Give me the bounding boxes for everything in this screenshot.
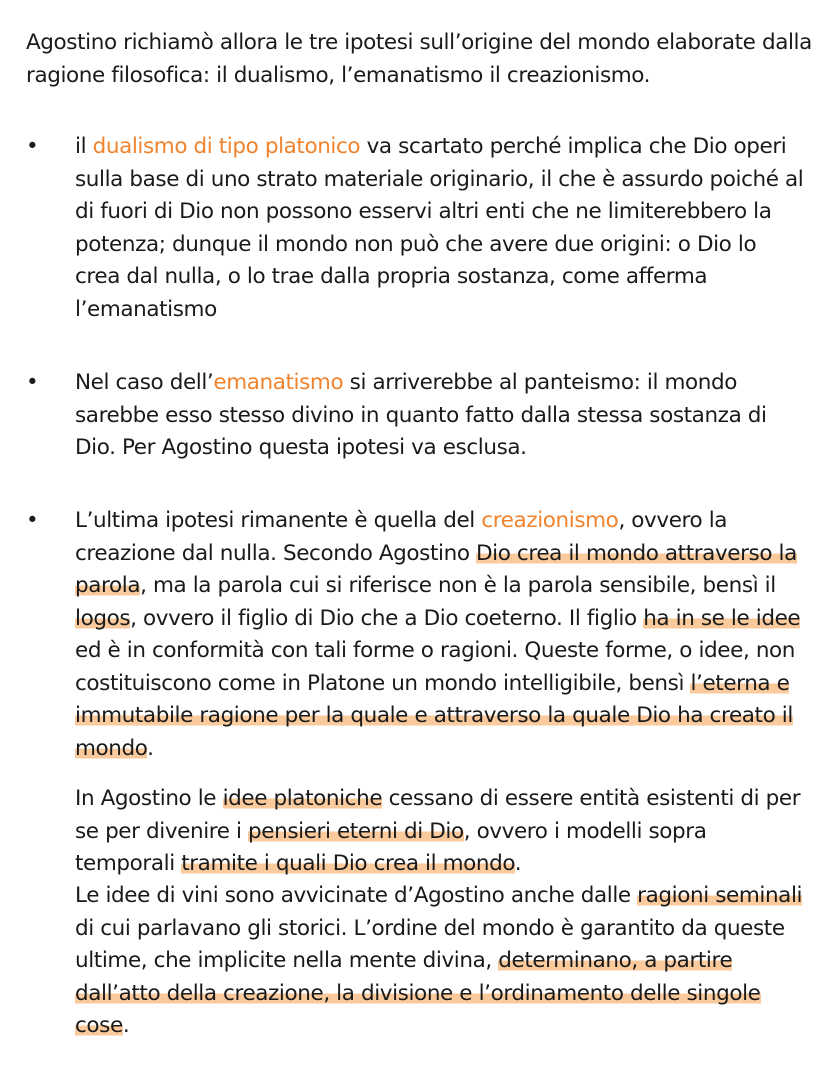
highlight: tramite i quali Dio crea il mondo <box>181 851 515 876</box>
bullet-marker: • <box>26 370 39 395</box>
highlight: ha in se le idee <box>643 605 801 631</box>
bullet-item-creazionismo: L’ultima ipotesi rimanente è quella del creazionismo, ovvero la creazione dal nulla. Secondo Agostino Dio crea il mondo attraverso la parola, ma la parola cui si riferisce non è la parola sensibile, bensì il logos, ovvero il figlio di Dio che a Dio coeterno. Il figlio ha in se le idee ed è in conformità con tali forme o ragioni. Queste forme, o idee, non costituiscono come in Platone un mondo intelligibile, bensì l’eterna e immutabile ragione per la quale e attraverso la quale Dio ha creato il mondo. <box>75 508 801 761</box>
bullet-marker: • <box>26 134 39 159</box>
highlight: logos <box>75 605 131 631</box>
term-dualismo: dualismo di tipo platonico <box>92 134 361 159</box>
bullet-marker: • <box>26 508 39 533</box>
term-creazionismo: creazionismo <box>481 508 619 533</box>
bullet-item-emanatismo: Nel caso dell’emanatismo si arriverebbe al panteismo: il mondo sarebbe esso stesso divino in quanto fatto dalla stessa sostanza di Dio. Per Agostino questa ipotesi va esclusa. <box>75 370 767 460</box>
paragraph-ragioni-seminali: Le idee di vini sono avvicinate d’Agostino anche dalle ragioni seminali di cui parlavano gli storici. L’ordine del mondo è garantito da queste ultime, che implicite nella mente divina, determinano, a partire dall’atto della creazione, la divisione e l’ordinamento delle singole cose. <box>75 883 803 1038</box>
bullet-item-dualismo: il dualismo di tipo platonico va scartato perché implica che Dio operi sulla base di uno strato materiale originario, il che è assurdo poiché al di fuori di Dio non possono esservi altri enti che ne limiterebbero la potenza; dunque il mondo non può che avere due origini: o Dio lo crea dal nulla, o lo trae dalla propria sostanza, come afferma l’emanatismo <box>75 134 804 322</box>
highlight: pensieri eterni di Dio <box>248 818 464 844</box>
term-emanatismo: emanatismo <box>213 370 344 395</box>
highlight: idee platoniche <box>222 786 383 811</box>
highlight: determinano, a partire dall’atto della creazione, la divisione e l’ordinamento delle singole cose <box>75 948 761 1038</box>
highlight: ragioni seminali <box>637 883 803 908</box>
highlight: l’eterna e immutabile ragione per la quale e attraverso la quale Dio ha creato il mondo <box>75 670 793 761</box>
intro-paragraph: Agostino richiamò allora le tre ipotesi sull’origine del mondo elaborate dalla ragione filosofica: il dualismo, l’emanatismo il creazionismo. <box>26 30 812 88</box>
paragraph-idee: In Agostino le idee platoniche cessano di essere entità esistenti di per se per divenire i pensieri eterni di Dio, ovvero i modelli sopra temporali tramite i quali Dio crea il mondo. <box>75 786 801 876</box>
highlight: Dio crea il mondo attraverso la parola <box>75 540 797 598</box>
